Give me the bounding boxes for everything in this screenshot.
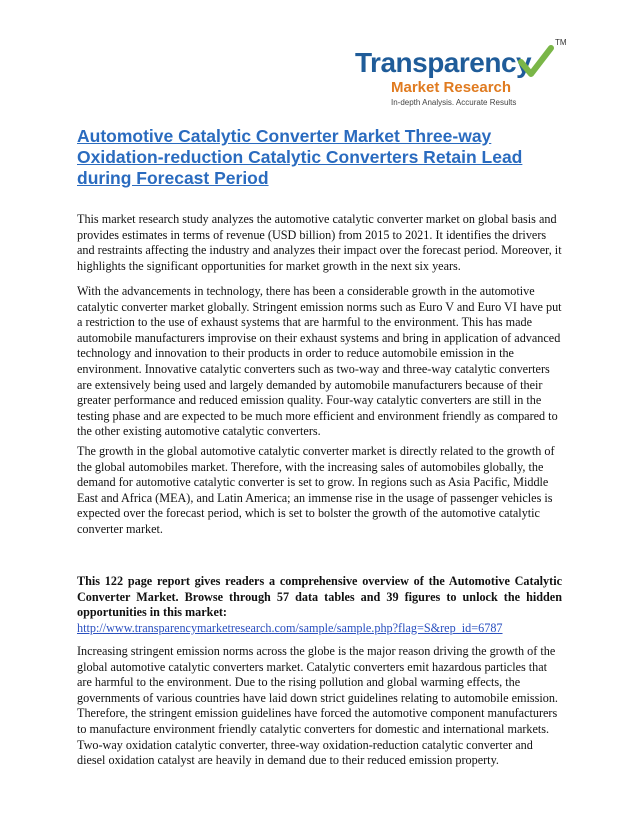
- sample-report-link[interactable]: http://www.transparencymarketresearch.com/sample/sample.php?flag=S&rep_id=6787: [77, 620, 503, 635]
- growth-paragraph: The growth in the global automotive catalytic converter market is directly related to the growth of the global automobiles market. Therefore, with the increasing sales of automobiles globally, the demand for automotive catalytic converter is set to grow. In regions such as Asia Pacific, Middle East and Africa (MEA), and Latin America; an immense rise in the usage of passenger vehicles is expected over the forecast period, which is set to bolster the growth of the automotive catalytic converter market.: [77, 444, 555, 536]
- emission-norms-paragraph: Increasing stringent emission norms across the globe is the major reason driving the growth of the global automotive catalytic converters market. Catalytic converters emit hazardous particles that are harmful to the environment. Due to the rising pollution and global warming effects, the governments of various countries have laid down strict guidelines relating to automobile emission. Therefore, the stringent emission guidelines have forced the automotive component manufacturers to manufacture environment friendly catalytic converters for domestic and international markets. Two-way oxidation catalytic converter, three-way oxidation-reduction catalytic converter and diesel oxidation catalyst are heavily in demand due to their reduced emission property.: [77, 644, 558, 768]
- technology-paragraph: With the advancements in technology, there has been a considerable growth in the automotive catalytic converter market globally. Stringent emission norms such as Euro V and Euro VI have put a restriction to the use of exhaust systems that are harmful to the environment. This has made automobile manufacturers improvise on their exhaust systems and bring in application of advanced technology and innovation to their products in order to reduce automobile emission in the environment. Innovative catalytic converters such as two-way and three-way catalytic converters are extensively being used and largely demanded by automobile manufacturers because of their greater performance and reduced emission quality. Four-way catalytic converters are still in the testing phase and are expected to be much more efficient and environment friendly as compared to the other existing automotive catalytic converters.: [77, 284, 562, 439]
- checkmark-icon: [517, 44, 557, 84]
- company-logo: [355, 38, 570, 116]
- logo-brand-text: Transparency: [355, 47, 532, 78]
- report-overview-block: [77, 574, 562, 636]
- logo-sub-text: Market Research: [391, 79, 512, 96]
- logo-tagline: In-depth Analysis. Accurate Results: [391, 98, 517, 107]
- report-overview-text: This 122 page report gives readers a comprehensive overview of the Automotive Catalytic Converter Market. Browse through 57 data tables and 39 figures to unlock the hidden opportunities in this market:: [77, 574, 562, 620]
- page-title[interactable]: Automotive Catalytic Converter Market Three-way Oxidation-reduction Catalytic Converters Retain Lead during Forecast Period: [77, 126, 523, 188]
- trademark-mark: TM: [555, 38, 567, 47]
- intro-paragraph: This market research study analyzes the automotive catalytic converter market on global basis and provides estimates in terms of revenue (USD billion) from 2015 to 2021. It identifies the drivers and restraints affecting the industry and analyzes their impact over the forecast period. Moreover, it highlights the significant opportunities for market growth in the next six years.: [77, 212, 562, 273]
